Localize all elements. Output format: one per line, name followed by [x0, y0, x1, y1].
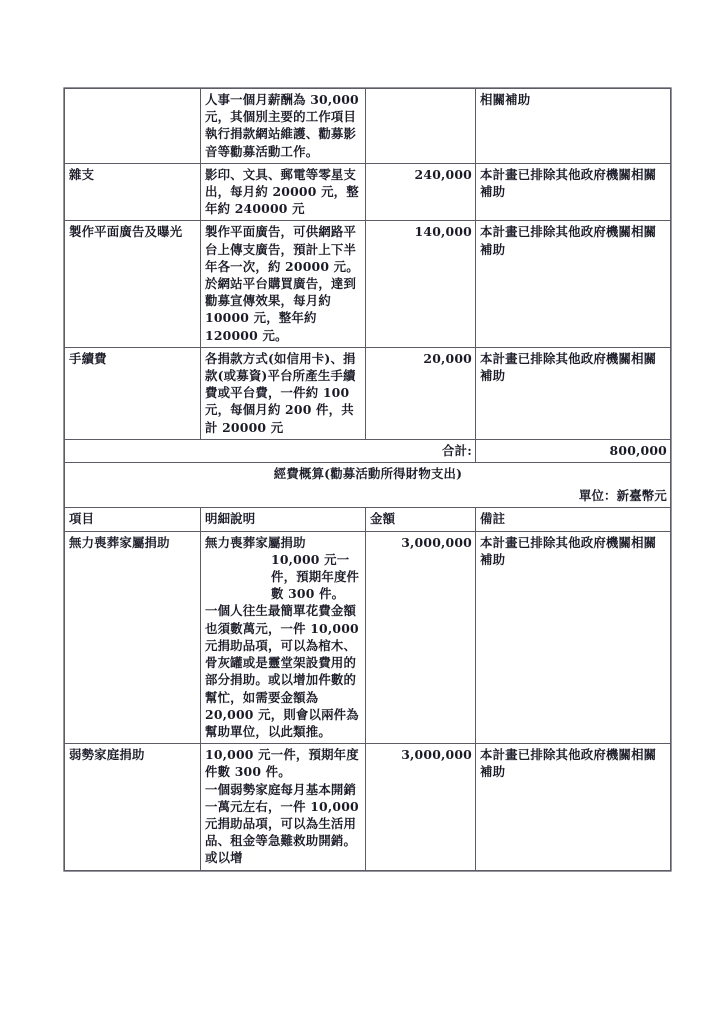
- total-label: 合計:: [65, 439, 476, 462]
- cell-detail: [201, 744, 366, 870]
- cell-detail: 影印、文具、郵電等零星支出，每月約 20000 元，整年約 240000 元: [201, 163, 366, 221]
- cell-remark: 本計畫已排除其他政府機關相關補助: [476, 221, 671, 347]
- cell-item: 無力喪葬家屬捐助: [65, 531, 201, 743]
- cell-amount: 140,000: [366, 221, 476, 347]
- cell-amount: 20,000: [366, 347, 476, 439]
- cell-remark: 本計畫已排除其他政府機關相關補助: [476, 531, 671, 743]
- column-header-item: 項目: [65, 508, 201, 531]
- detail-line-2: 一個弱勢家庭每月基本開銷一萬元左右，一件 10,000 元捐助品項，可以為生活用品、租金等急難救助開銷。或以增: [205, 781, 359, 866]
- cell-remark: 本計畫已排除其他政府機關相關補助: [476, 163, 671, 221]
- column-header-detail: 明細說明: [201, 508, 366, 531]
- table-row: [65, 89, 671, 164]
- detail-line-2: 10,000 元一件，預期年度件數 300 件。: [271, 551, 360, 602]
- table-row: [65, 531, 671, 743]
- cell-item: 雜支: [65, 163, 201, 221]
- cell-remark: 本計畫已排除其他政府機關相關補助: [476, 744, 671, 870]
- cell-detail: 製作平面廣告，可供網路平台上傳支廣告，預計上下半年各一次，約 20000 元。於網站平台購買廣告，達到勸募宣傳效果，每月約 10000 元，整年約 120000 元。: [201, 221, 366, 347]
- cell-remark: 本計畫已排除其他政府機關相關補助: [476, 347, 671, 439]
- table-row: [65, 744, 671, 870]
- cell-amount: 240,000: [366, 163, 476, 221]
- cell-detail: 各捐款方式(如信用卡)、捐款(或募資)平台所產生手續費或平台費，一件約 100 元，每個月約 200 件，共計 20000 元: [201, 347, 366, 439]
- cell-item: 製作平面廣告及曝光: [65, 221, 201, 347]
- column-header-remark: 備註: [476, 508, 671, 531]
- total-row: [65, 439, 671, 462]
- cell-remark: 相關補助: [476, 89, 671, 164]
- table-row: [65, 347, 671, 439]
- detail-line-1: 10,000 元一件，預期年度件數 300 件。: [205, 747, 359, 780]
- table-header-row: [65, 508, 671, 531]
- section-title-row: [65, 463, 671, 486]
- cell-amount: 3,000,000: [366, 531, 476, 743]
- detail-line-1: 無力喪葬家屬捐助: [205, 534, 306, 550]
- table-row: [65, 163, 671, 221]
- unit-note-row: [65, 485, 671, 508]
- cell-item: 弱勢家庭捐助: [65, 744, 201, 870]
- budget-table: [64, 88, 671, 871]
- detail-line-3: 一個人往生最簡單花費金額也須數萬元，一件 10,000 元捐助品項，可以為棺木、骨灰罐或是靈堂架設費用的部分捐助。或以增加件數的幫忙，如需要金額為 20,000 元，則會以兩件為幫助單位，以此類推。: [205, 603, 359, 739]
- cell-amount: [366, 89, 476, 164]
- table-row: [65, 221, 671, 347]
- total-value: 800,000: [476, 439, 671, 462]
- cell-detail: 人事一個月薪酬為 30,000 元，其個別主要的工作項目執行捐款網站維護、勸募影音等勸募活動工作。: [201, 89, 366, 164]
- cell-detail: [201, 531, 366, 743]
- section-title: 經費概算(勸募活動所得財物支出): [65, 463, 671, 486]
- column-header-amount: 金額: [366, 508, 476, 531]
- cell-amount: 3,000,000: [366, 744, 476, 870]
- cell-item: [65, 89, 201, 164]
- cell-item: 手續費: [65, 347, 201, 439]
- unit-note: 單位：新臺幣元: [65, 485, 671, 508]
